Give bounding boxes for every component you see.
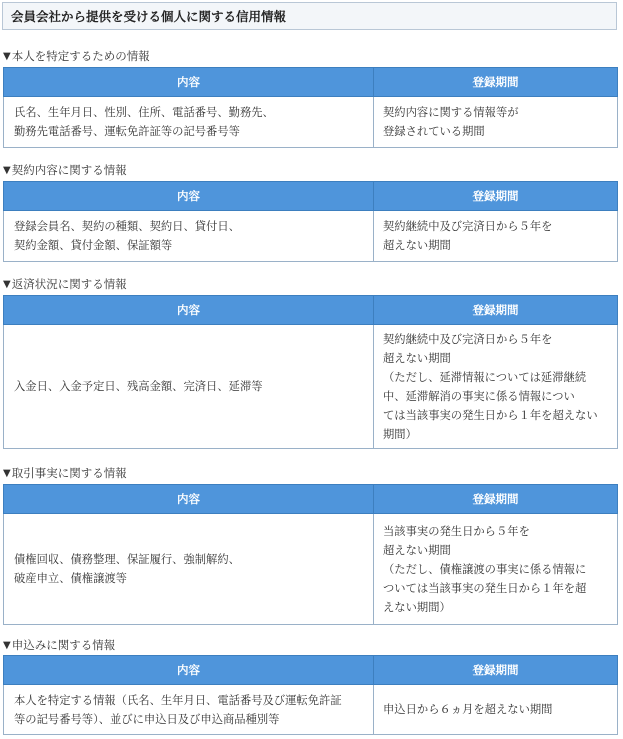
content-line: 債権回収、債務整理、保証履行、強制解約、 — [14, 553, 240, 566]
column-header-content: 内容 — [4, 485, 374, 514]
period-line: （ただし、債権譲渡の事実に係る情報に — [383, 562, 587, 576]
triangle-down-icon: ▼ — [3, 164, 11, 176]
content-line: 契約金額、貸付金額、保証額等 — [14, 239, 173, 252]
content-cell — [4, 325, 374, 449]
content-cell — [4, 211, 374, 262]
table-header-row — [4, 68, 618, 97]
period-line: えない期間） — [383, 600, 451, 614]
period-cell — [374, 685, 618, 735]
section-heading — [3, 637, 115, 653]
content-line: 破産申立、債権譲渡等 — [14, 572, 127, 585]
section-heading-text: 返済状況に関する情報 — [11, 277, 127, 291]
section-heading — [3, 162, 127, 178]
table-row — [4, 97, 618, 148]
column-header-period: 登録期間 — [374, 68, 618, 97]
table-header-row — [4, 656, 618, 685]
table-header-row — [4, 485, 618, 514]
period-line: 超えない期間 — [383, 543, 451, 557]
triangle-down-icon: ▼ — [3, 278, 11, 290]
info-table — [3, 67, 618, 148]
content-line: 本人を特定する情報（氏名、生年月日、電話番号及び運転免許証 — [14, 693, 342, 707]
period-cell — [374, 211, 618, 262]
triangle-down-icon: ▼ — [3, 50, 11, 62]
table-row — [4, 211, 618, 262]
content-line: 等の記号番号等）、並びに申込日及び申込商品種別等 — [14, 712, 280, 726]
section-heading-text: 申込みに関する情報 — [11, 638, 116, 652]
content-line: 氏名、生年月日、性別、住所、電話番号、勤務先、 — [14, 106, 274, 119]
period-cell — [374, 514, 618, 625]
period-cell — [374, 325, 618, 449]
section-heading — [3, 48, 150, 64]
table-row — [4, 685, 618, 735]
period-line: 申込日から６ヵ月を超えない期間 — [383, 703, 553, 716]
column-header-period: 登録期間 — [374, 485, 618, 514]
info-table — [3, 484, 618, 625]
column-header-content: 内容 — [4, 68, 374, 97]
column-header-content: 内容 — [4, 296, 374, 325]
content-cell — [4, 514, 374, 625]
info-table — [3, 655, 618, 735]
column-header-period: 登録期間 — [374, 296, 618, 325]
period-line: ては当該事実の発生日から１年を超えない — [383, 408, 598, 422]
column-header-period: 登録期間 — [374, 656, 618, 685]
triangle-down-icon: ▼ — [3, 467, 11, 479]
column-header-content: 内容 — [4, 656, 374, 685]
content-cell — [4, 97, 374, 148]
content-cell — [4, 685, 374, 735]
period-line: 当該事実の発生日から５年を — [383, 524, 530, 538]
section-heading-text: 本人を特定するための情報 — [11, 49, 150, 63]
period-line: 超えない期間 — [383, 351, 451, 365]
period-line: 契約継続中及び完済日から５年を — [383, 332, 553, 346]
period-line: （ただし、延滞情報については延滞継続 — [383, 370, 587, 384]
period-line: ついては当該事実の発生日から１年を超 — [383, 581, 587, 595]
period-line: 登録されている期間 — [383, 125, 485, 138]
table-row — [4, 325, 618, 449]
period-cell — [374, 97, 618, 148]
content-line: 登録会員名、契約の種類、契約日、貸付日、 — [14, 220, 240, 233]
column-header-content: 内容 — [4, 182, 374, 211]
table-header-row — [4, 182, 618, 211]
period-line: 契約内容に関する情報等が — [383, 106, 519, 119]
content-line: 入金日、入金予定日、残高金額、完済日、延滞等 — [14, 380, 263, 393]
column-header-period: 登録期間 — [374, 182, 618, 211]
page-title: 会員会社から提供を受ける個人に関する信用情報 — [2, 2, 617, 30]
table-header-row — [4, 296, 618, 325]
period-line: 中、延滞解消の事実に係る情報につい — [383, 389, 575, 403]
info-table — [3, 181, 618, 262]
section-heading-text: 取引事実に関する情報 — [11, 466, 127, 480]
content-line: 勤務先電話番号、運転免許証等の記号番号等 — [14, 125, 240, 138]
info-table — [3, 295, 618, 449]
period-line: 契約継続中及び完済日から５年を — [383, 220, 553, 233]
period-line: 期間） — [383, 427, 417, 441]
section-heading — [3, 276, 127, 292]
period-line: 超えない期間 — [383, 239, 451, 252]
triangle-down-icon: ▼ — [3, 639, 11, 651]
section-heading-text: 契約内容に関する情報 — [11, 163, 127, 177]
table-row — [4, 514, 618, 625]
section-heading — [3, 465, 127, 481]
